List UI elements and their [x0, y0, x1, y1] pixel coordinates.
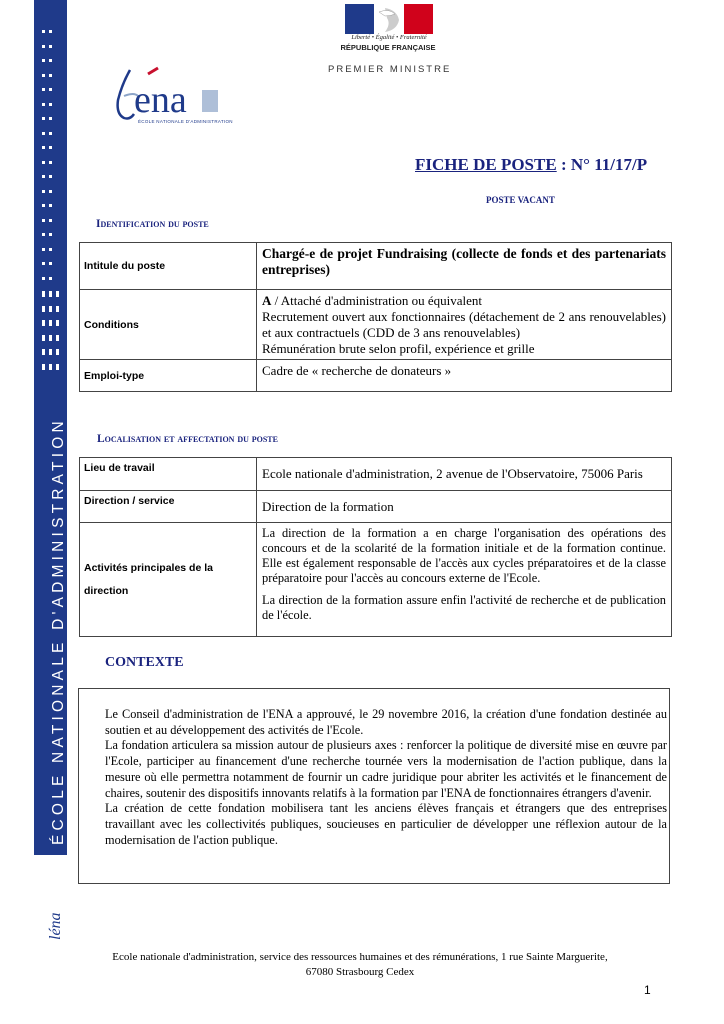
row-value: Ecole nationale d'administration, 2 avenue de l'Observatoire, 75006 Paris [257, 458, 672, 491]
row-value [257, 523, 672, 637]
row-value: Direction de la formation [257, 491, 672, 523]
row-label: Emploi-type [80, 360, 257, 392]
fiche-title [415, 155, 647, 175]
table-row [80, 243, 672, 290]
svg-text:léna: léna [47, 912, 64, 940]
band-dot-row [42, 364, 62, 367]
band-dot-row [42, 175, 62, 178]
fiche-label: FICHE DE POSTE [415, 155, 557, 174]
localisation-table [79, 457, 672, 637]
band-dot-row [42, 103, 62, 106]
footer-address [70, 950, 650, 980]
contexte-paragraph: Le Conseil d'administration de l'ENA a approuvé, le 29 novembre 2016, la création d'une fondation destinée au soutien et au développement des activités de l'Ecole. [105, 707, 667, 737]
table-row [80, 458, 672, 491]
premier-ministre: PREMIER MINISTRE [328, 64, 452, 75]
band-dot-row [42, 248, 62, 251]
fiche-number: : N° 11/17/P [556, 155, 648, 174]
conditions-line: Recrutement ouvert aux fonctionnaires (détachement de 2 ans renouvelables) et aux contractuels (CDD de 3 ans renouvelables) [262, 308, 666, 340]
contexte-title: CONTEXTE [105, 655, 184, 670]
band-dot-row [42, 320, 62, 323]
row-label: Activités principales de la direction [80, 523, 257, 637]
contexte-paragraph: La fondation articulera sa mission autour de plusieurs axes : renforcer la politique de diversité mise en œuvre par l'Ecole, participer au financement d'une recherche tournée vers la modernisation de l'action publique, dans la mesure où elle permettra notamment de fournir un cadre juridique pour abriter les activités et le financement de chaires, soutenir des dispositifs innovants relatifs à la formation par l'ENA de fonctionnaires étrangers d'avenir. [105, 738, 667, 800]
republic-motto: Liberté • Égalité • Fraternité [351, 34, 427, 41]
row-value [257, 290, 672, 360]
band-dot-row [42, 233, 62, 236]
band-dot-row [42, 117, 62, 120]
band-dot-row [42, 161, 62, 164]
svg-text:ÉCOLE NATIONALE D'ADMINISTRATI: ÉCOLE NATIONALE D'ADMINISTRATION [138, 119, 233, 124]
contexte-text [105, 707, 667, 849]
page-number: 1 [644, 983, 651, 997]
band-dot-row [42, 30, 62, 33]
band-dot-row [42, 88, 62, 91]
table-row [80, 523, 672, 637]
conditions-line: A / Attaché d'administration ou équivalent [262, 293, 483, 308]
row-label: Conditions [80, 290, 257, 360]
band-dot-row [42, 306, 62, 309]
identification-table [79, 242, 672, 392]
band-dot-row [42, 204, 62, 207]
sidebar-text: ÉCOLE NATIONALE D'ADMINISTRATION [50, 417, 67, 845]
table-row [80, 290, 672, 360]
conditions-line: Rémunération brute selon profil, expérience et grille [262, 340, 535, 356]
contexte-box [78, 688, 670, 884]
ena-logo-icon [104, 66, 254, 126]
band-dot-row [42, 277, 62, 280]
contexte-paragraph: La création de cette fondation mobilisera tant les anciens élèves français et étrangers que des entreprises travaillant avec les collectivités publiques, soucieuses en particulier de développer une réflexion autour de la modernisation de l'action publique. [105, 801, 667, 847]
activity-paragraph: La direction de la formation a en charge l'organisation des opérations des concours et de la scolarité de la formation initiale et de la formation continue. Elle est également responsable de l'accès aux cycles préparatoires et de la classe préparatoire pour l'accès au concours externe de l'Ecole. [262, 526, 666, 586]
footer-line: 67080 Strasbourg Cedex [305, 965, 415, 978]
status-badge: POSTE VACANT [486, 195, 555, 205]
band-dot-row [42, 59, 62, 62]
table-row [80, 491, 672, 523]
band-dot-row [42, 219, 62, 222]
section-identification-title: Identification du poste [96, 218, 209, 230]
band-dot-row [42, 262, 62, 265]
band-dot-row [42, 132, 62, 135]
activity-paragraph: La direction de la formation assure enfin l'activité de recherche et de publication de l'école. [262, 592, 666, 622]
band-dot-row [42, 146, 62, 149]
band-dot-row [42, 190, 62, 193]
row-value: Cadre de « recherche de donateurs » [257, 360, 672, 392]
marianne-logo-icon [345, 4, 433, 34]
ena-small-logo-icon [40, 912, 64, 952]
band-dot-row [42, 335, 62, 338]
section-localisation-title: Localisation et affectation du poste [97, 433, 278, 445]
row-label: Lieu de travail [80, 458, 257, 491]
row-label: Intitule du poste [80, 243, 257, 290]
table-row [80, 360, 672, 392]
row-label: Direction / service [80, 491, 257, 523]
footer-line: Ecole nationale d'administration, service des ressources humaines et des rémunérations, 1 rue Sainte Marguerite, [112, 951, 608, 963]
svg-text:ena: ena [134, 79, 187, 121]
band-dot-row [42, 291, 62, 294]
band-dot-row [42, 74, 62, 77]
band-dot-row [42, 45, 62, 48]
row-value: Chargé-e de projet Fundraising (collecte de fonds et des partenariats entreprises) [257, 243, 672, 290]
band-dot-row [42, 349, 62, 352]
republic-name: RÉPUBLIQUE FRANÇAISE [340, 43, 436, 52]
